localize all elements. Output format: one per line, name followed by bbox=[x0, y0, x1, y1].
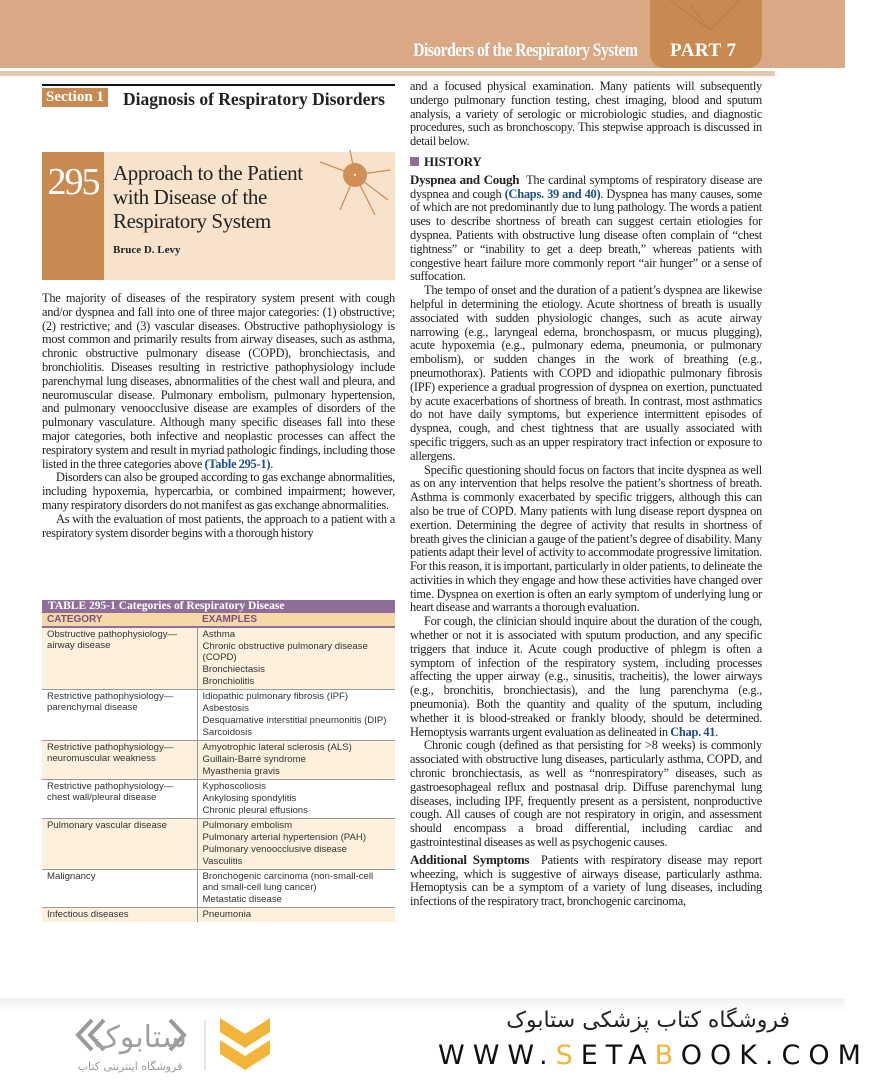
category-cell: Obstructive pathophysiology—airway disease bbox=[42, 627, 197, 690]
body-paragraph: Chronic cough (defined as that persisting for >8 weeks) is commonly associated with obstructive lung diseases, particularly asthma, COPD, and chronic bronchiectasis, as well as “nonrespiratory” diseases, such as gastroesophageal reflux and postnasal drip. Diffuse parenchymal lung diseases, including IPF, frequently present as a persistent, nonproductive cough. All causes of cough are not respiratory in origin, and assessment should encompass a broad differential, including cardiac and gastrointestinal diseases as well as psychogenic causes. bbox=[410, 738, 762, 850]
category-cell: Restrictive pathophysiology—parenchymal disease bbox=[42, 690, 197, 741]
run-in-heading: Dyspnea and Cough bbox=[410, 171, 520, 187]
url-part: B bbox=[654, 1040, 681, 1071]
store-url[interactable] bbox=[438, 1040, 869, 1071]
chapter-number: 295 bbox=[42, 152, 104, 280]
header-stripe bbox=[0, 71, 775, 76]
category-cell: Restrictive pathophysiology—chest wall/pleural disease bbox=[42, 780, 197, 819]
body-paragraph: and a focused physical examination. Many patients will subsequently undergo pulmonary function testing, chest imaging, blood and sputum analysis, a variety of serologic or microbiologic studies, and diagnostic procedures, such as bronchoscopy. This stepwise approach is discussed in detail below. bbox=[410, 79, 762, 149]
example-item: Chronic pleural effusions bbox=[202, 805, 308, 816]
example-item: Guillain-Barré syndrome bbox=[202, 754, 306, 765]
setabook-logo[interactable] bbox=[70, 1010, 310, 1075]
example-item: Pulmonary arterial hypertension (PAH) bbox=[202, 832, 367, 843]
example-item: Ankylosing spondylitis bbox=[202, 793, 297, 804]
categories-table bbox=[42, 600, 395, 922]
section-label: Section 1 bbox=[42, 88, 108, 107]
examples-cell bbox=[197, 908, 395, 923]
table-row bbox=[42, 627, 395, 690]
text: . bbox=[270, 456, 274, 471]
table-row bbox=[42, 870, 395, 908]
section-title: Diagnosis of Respiratory Disorders bbox=[123, 89, 385, 109]
chapter-title: Approach to the Patient with Disease of the Respiratory System bbox=[113, 161, 303, 233]
table-row bbox=[42, 741, 395, 780]
examples-cell bbox=[197, 780, 395, 819]
example-item: Bronchiectasis bbox=[202, 664, 265, 675]
chapter-link[interactable]: Chap. 41 bbox=[670, 724, 716, 739]
category-cell: Restrictive pathophysiology—neuromuscular weakness bbox=[42, 741, 197, 780]
run-in-heading: Additional Symptoms bbox=[410, 851, 530, 867]
example-item: Idiopathic pulmonary fibrosis (IPF) bbox=[202, 691, 349, 702]
table-link[interactable]: (Table 295-1) bbox=[204, 456, 271, 471]
left-column-text bbox=[42, 292, 395, 592]
example-item: Amyotrophic lateral sclerosis (ALS) bbox=[202, 742, 352, 753]
section-rule bbox=[42, 84, 395, 86]
body-paragraph: The tempo of onset and the duration of a patient’s dyspnea are likewise helpful in determining the etiology. Acute shortness of breath is usually associated with sudden physiologic changes, such as acute airway narrowing (e.g., laryngeal edema, bronchospasm, or mucus plugging), acute hypoxemia (e.g., pulmonary edema, pneumonia, or pulmonary embolism), or sudden changes in the work of breathing (e.g., pneumothorax). Patients with COPD and idiopathic pulmonary fibrosis (IPF) experience a gradual progression of dyspnea on exertion, punctuated by acute exacerbations of shortness of breath. In contrast, most asthmatics do not have daily symptoms, but experience intermittent episodes of dyspnea, cough, and chest tightness that are usually associated with specific triggers, such as an upper respiratory tract infection or exposure to allergens. bbox=[410, 283, 762, 463]
body-paragraph bbox=[410, 851, 765, 909]
category-cell: Infectious diseases bbox=[42, 908, 197, 923]
text: For cough, the clinician should inquire about the duration of the cough, whether or not it is associated with sputum production, and any specific triggers that induce it. Acute cough productive of phlegm is often a symptom of infection of the respiratory system, including processes affecting the upper airway (e.g., sinusitis, tracheitis), the lower airways (e.g., bronchitis, bronchiectasis), and the lung parenchyma (e.g., pneumonia). Both the quantity and quality of the sputum, including whether it is blood-streaked or frankly bloody, should be determined. Hemoptysis warrants urgent evaluation as delineated in bbox=[410, 614, 762, 739]
body-paragraph bbox=[410, 615, 762, 739]
text: The cardinal symptoms of respiratory disease are dyspnea and cough bbox=[410, 172, 765, 201]
example-item: Sarcoidosis bbox=[202, 727, 253, 738]
example-item: Asbestosis bbox=[202, 703, 249, 714]
example-item: Bronchogenic carcinoma (non-small-cell and small-cell lung cancer) bbox=[202, 871, 374, 893]
table-row bbox=[42, 908, 395, 923]
splash-decoration-icon bbox=[320, 150, 390, 220]
body-paragraph: As with the evaluation of most patients, the approach to a patient with a respiratory system disorder begins with a thorough history bbox=[42, 511, 395, 540]
table-row bbox=[42, 819, 395, 870]
category-cell: Malignancy bbox=[42, 870, 197, 908]
heading-text: HISTORY bbox=[424, 153, 482, 169]
text: Patients with respiratory disease may report wheezing, which is suggestive of airways disease, particularly asthma. Hemoptysis can be a symptom of a variety of lung diseases, including infections of the respiratory tract, bronchogenic carcinoma, bbox=[410, 852, 765, 909]
example-item: Bronchiolitis bbox=[202, 676, 255, 687]
table-row bbox=[42, 780, 395, 819]
examples-cell bbox=[197, 819, 395, 870]
url-part: ETA bbox=[580, 1040, 655, 1071]
body-paragraph bbox=[410, 171, 765, 284]
example-item: Myasthenia gravis bbox=[202, 766, 280, 777]
right-column-text bbox=[410, 79, 765, 909]
logo-subtext: فروشگاه اینترنتی کتاب bbox=[77, 1060, 183, 1073]
body-paragraph: Specific questioning should focus on factors that incite dyspnea as well as on any intervention that helps resolve the patient’s shortness of breath. Asthma is commonly exacerbated by specific triggers, although this can also be true of COPD. Many patients with lung disease report dyspnea on exertion. Determining the degree of activity that results in shortness of breath gives the clinician a gauge of the patient’s degree of disability. Many patients adapt their level of activity to accommodate progressive limitation. For this reason, it is important, particularly in older patients, to delineate the activities in which they engage and how these activities have changed over time. Dyspnea on exertion is often an early symptom of underlying lung or heart disease and warrants a thorough evaluation. bbox=[410, 462, 762, 615]
body-paragraph: Disorders can also be grouped according to gas exchange abnormalities, including hypoxemia, hypercarbia, or combined impairment; however, many respiratory disorders do not manifest as gas exchange abnormalities. bbox=[42, 470, 395, 512]
text: . Dyspnea has many causes, some of which are not predominantly due to lung pathology. The words a patient uses to describe shortness of breath can suggest certain etiologies for dyspnea. Patients with obstructive lung disease often complain of “chest tightness” or “inability to get a deep breath,” whereas patients with congestive heart failure more commonly report “air hunger” or a sense of suffocation. bbox=[410, 186, 762, 284]
examples-cell bbox=[197, 870, 395, 908]
column-header: EXAMPLES bbox=[197, 613, 395, 627]
example-item: Pneumonia bbox=[202, 909, 252, 920]
history-heading bbox=[410, 155, 762, 169]
chapter-author: Bruce D. Levy bbox=[113, 244, 181, 256]
table-row bbox=[42, 690, 395, 741]
examples-cell bbox=[197, 741, 395, 780]
url-part: S bbox=[555, 1040, 581, 1071]
example-item: Pulmonary embolism bbox=[202, 820, 293, 831]
category-cell: Pulmonary vascular disease bbox=[42, 819, 197, 870]
column-header: CATEGORY bbox=[42, 613, 197, 627]
example-item: Pulmonary venoocclusive disease bbox=[202, 844, 348, 855]
url-part: OOK.COM bbox=[680, 1040, 869, 1071]
example-item: Metastatic disease bbox=[202, 894, 282, 905]
table-caption: TABLE 295-1 Categories of Respiratory Disease bbox=[42, 600, 395, 613]
text: . bbox=[715, 724, 719, 739]
running-title: Disorders of the Respiratory System bbox=[412, 40, 637, 61]
example-item: Chronic obstructive pulmonary disease (COPD) bbox=[202, 641, 368, 663]
part-label: PART 7 bbox=[670, 40, 737, 61]
examples-cell bbox=[197, 627, 395, 690]
heading-square-icon bbox=[410, 157, 419, 166]
examples-cell bbox=[197, 690, 395, 741]
chapter-link[interactable]: (Chaps. 39 and 40) bbox=[504, 186, 601, 201]
text: The majority of diseases of the respiratory system present with cough and/or dyspnea and fall into one of three major categories: (1) obstructive; (2) restrictive; and (3) vascular diseases. Obstructive pathophysiology is most common and primarily results from airway diseases, such as asthma, chronic obstructive pulmonary disease (COPD), bronchiectasis, and bronchiolitis. Diseases resulting in restrictive pathophysiology include parenchymal lung diseases, abnormalities of the chest wall and pleura, and neuromuscular disease. Pulmonary embolism, pulmonary hypertension, and pulmonary venoocclusive disease are examples of disorders of the pulmonary vasculature. Although many specific diseases fall into these major categories, both infective and neoplastic processes can affect the respiratory system and result in myriad pathologic findings, including those listed in the three categories above bbox=[42, 291, 395, 471]
logo-text: ستابوک bbox=[92, 1020, 188, 1055]
example-item: Desquamative interstitial pneumonitis (DIP) bbox=[202, 715, 387, 726]
example-item: Kyphoscoliosis bbox=[202, 781, 266, 792]
body-paragraph bbox=[42, 292, 395, 471]
url-part: WWW. bbox=[438, 1040, 556, 1071]
example-item: Asthma bbox=[202, 629, 236, 640]
store-name: فروشگاه کتاب پزشکی ستابوک bbox=[506, 1008, 790, 1033]
example-item: Vasculitis bbox=[202, 856, 243, 867]
